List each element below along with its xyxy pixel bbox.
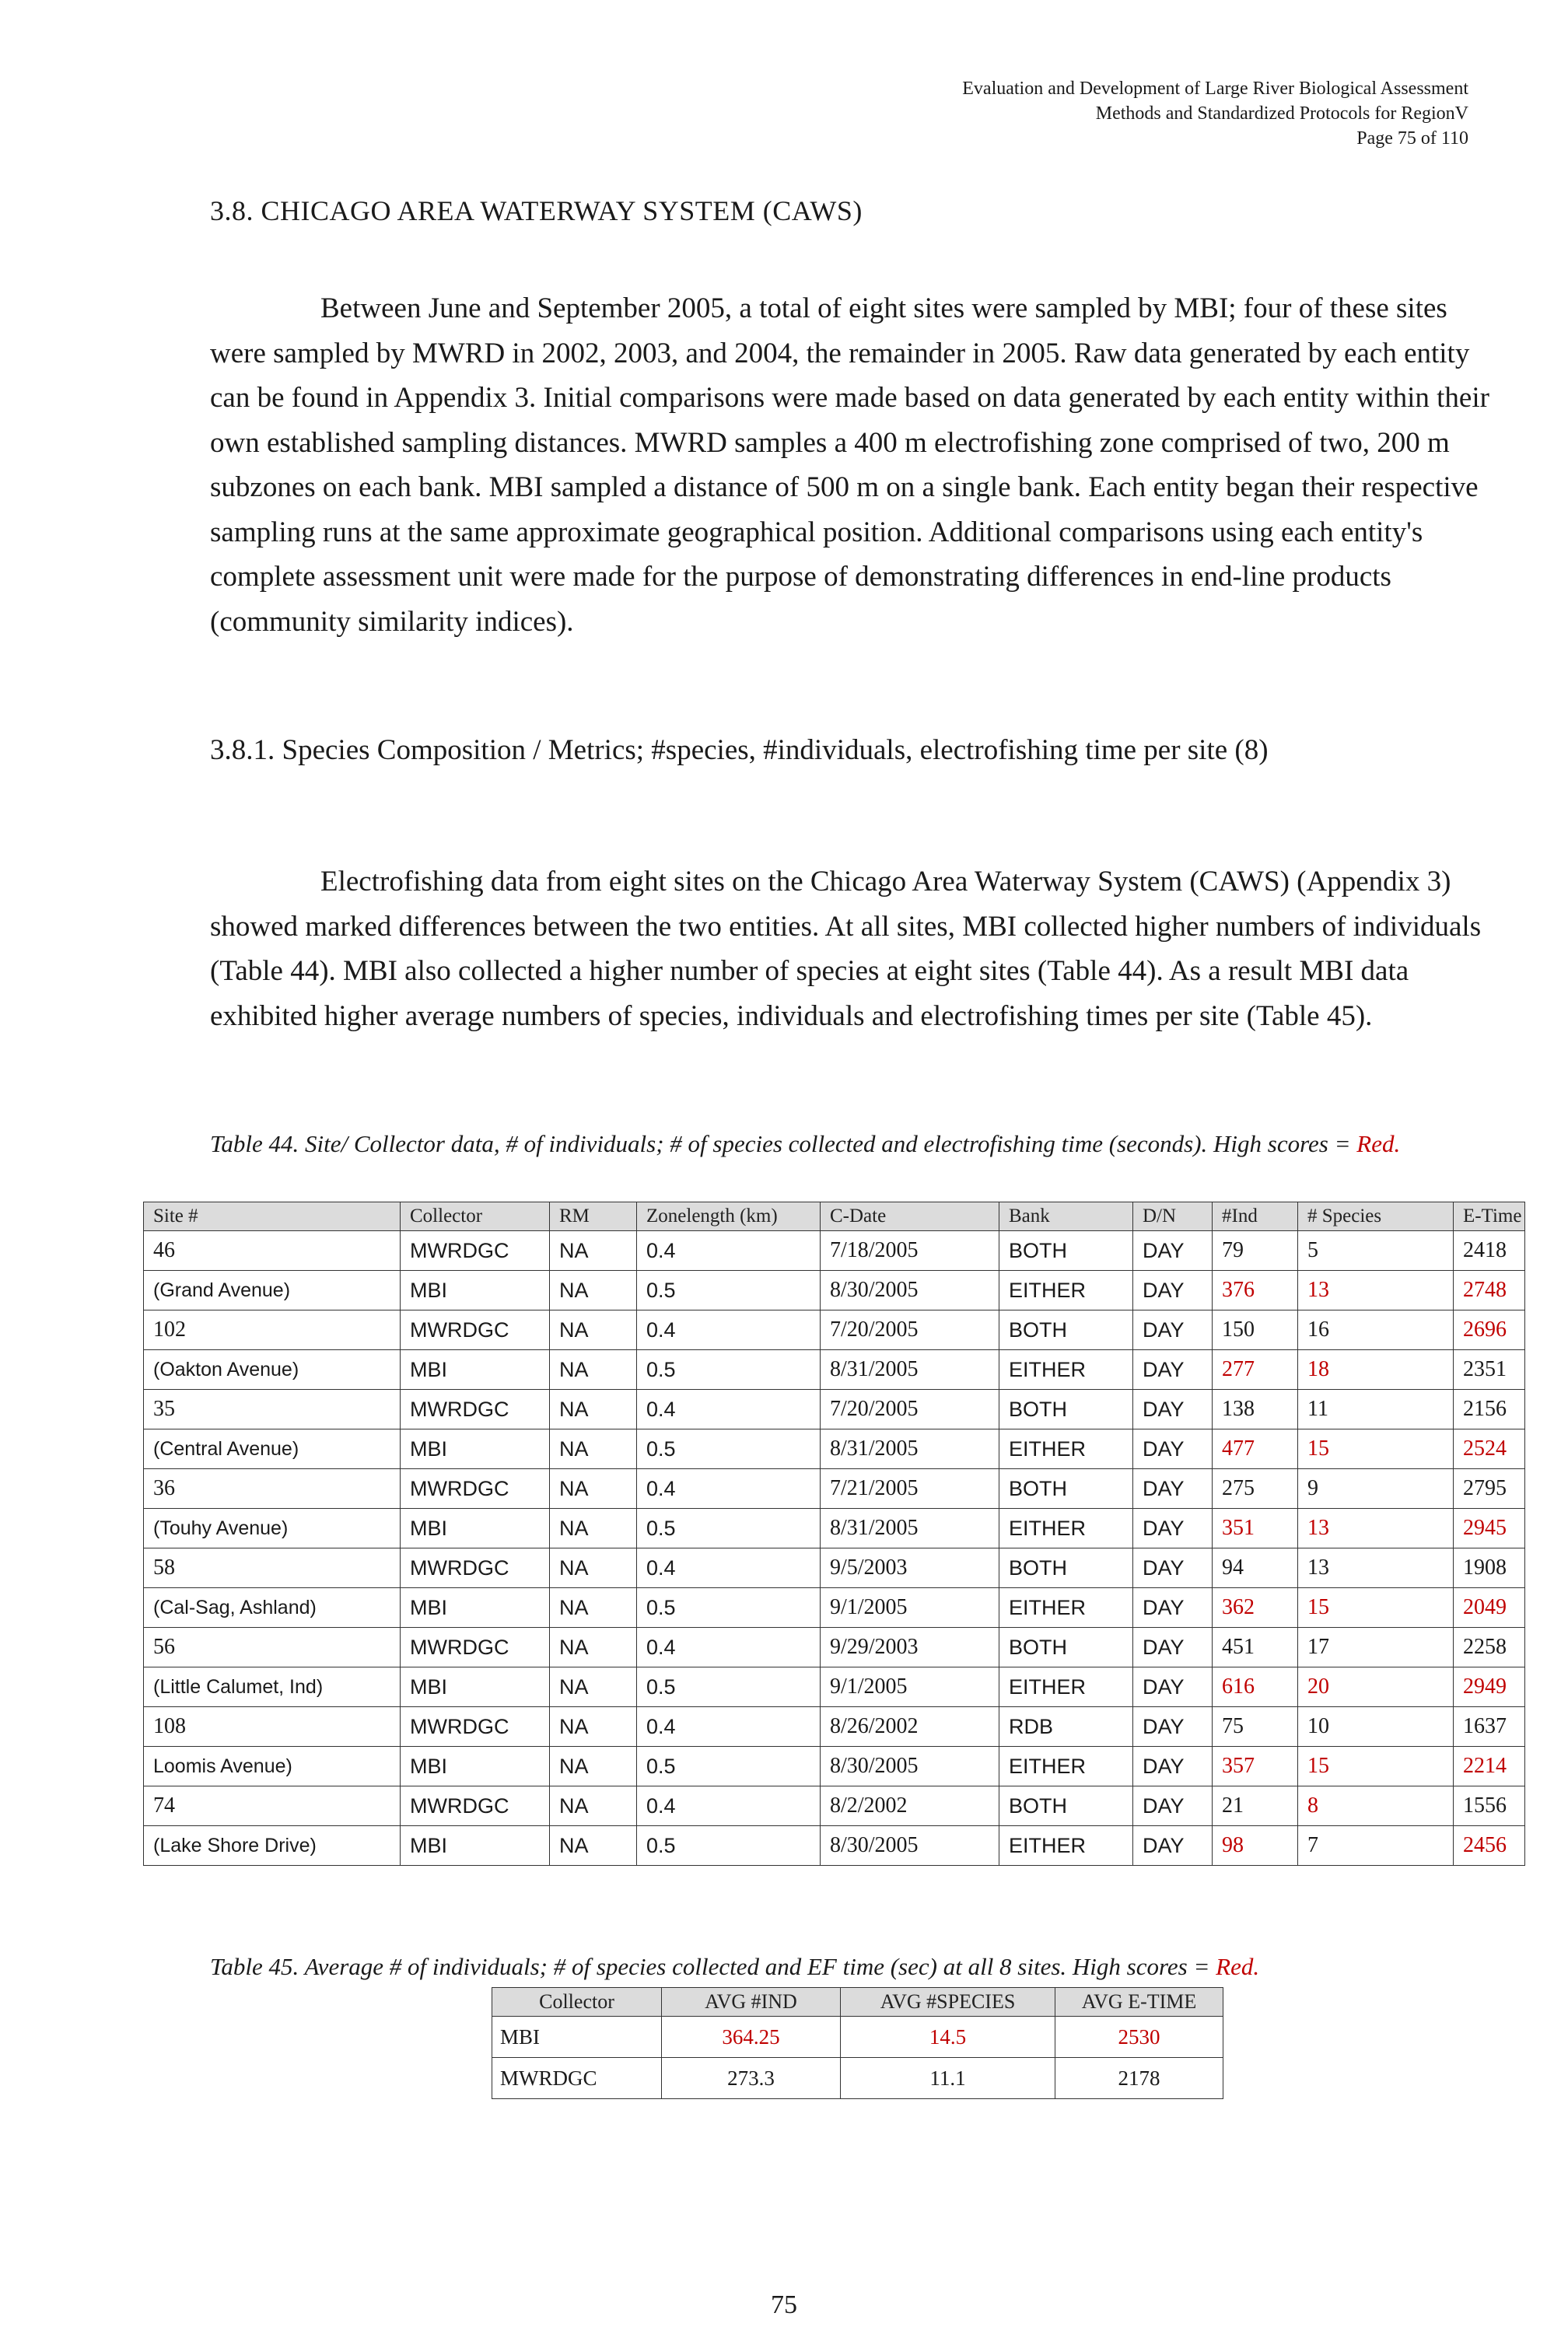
- cell-site: (Lake Shore Drive): [144, 1826, 401, 1866]
- col-header-avg-species: AVG #SPECIES: [841, 1988, 1055, 2017]
- running-header: [962, 76, 1468, 151]
- cell-site: 108: [144, 1707, 401, 1747]
- cell-dn: DAY: [1133, 1786, 1213, 1826]
- cell-ind: 451: [1213, 1628, 1298, 1667]
- col-header-dn: D/N: [1133, 1202, 1213, 1231]
- cell-rm: NA: [550, 1390, 637, 1429]
- cell-etime: 2945: [1454, 1509, 1525, 1548]
- cell-avg-etime: 2178: [1055, 2058, 1223, 2099]
- table-row: [144, 1747, 1525, 1786]
- header-subtitle-line: Methods and Standardized Protocols for RegionV: [1095, 103, 1468, 124]
- cell-site: (Little Calumet, Ind): [144, 1667, 401, 1707]
- cell-ind: 357: [1213, 1747, 1298, 1786]
- cell-cdate: 8/30/2005: [821, 1826, 999, 1866]
- cell-dn: DAY: [1133, 1310, 1213, 1350]
- cell-avg-etime: 2530: [1055, 2017, 1223, 2058]
- cell-cdate: 7/21/2005: [821, 1469, 999, 1509]
- cell-etime: 2258: [1454, 1628, 1525, 1667]
- cell-dn: DAY: [1133, 1667, 1213, 1707]
- cell-ind: 75: [1213, 1707, 1298, 1747]
- cell-collector: MWRDGC: [492, 2058, 662, 2099]
- cell-dn: DAY: [1133, 1628, 1213, 1667]
- cell-ind: 351: [1213, 1509, 1298, 1548]
- cell-cdate: 9/29/2003: [821, 1628, 999, 1667]
- cell-rm: NA: [550, 1231, 637, 1271]
- table-45-caption-red: Red.: [1216, 1953, 1260, 1980]
- cell-avg-species: 11.1: [841, 2058, 1055, 2099]
- cell-cdate: 9/5/2003: [821, 1548, 999, 1588]
- col-header-zonelength: Zonelength (km): [637, 1202, 821, 1231]
- page-number: 75: [771, 2290, 797, 2319]
- cell-zonelength: 0.5: [637, 1429, 821, 1469]
- cell-rm: NA: [550, 1271, 637, 1310]
- cell-zonelength: 0.4: [637, 1628, 821, 1667]
- col-header-species: # Species: [1298, 1202, 1454, 1231]
- cell-dn: DAY: [1133, 1350, 1213, 1390]
- cell-bank: BOTH: [999, 1628, 1133, 1667]
- header-title-line: Evaluation and Development of Large River Biological Assessment: [962, 79, 1468, 99]
- cell-dn: DAY: [1133, 1271, 1213, 1310]
- cell-etime: 2696: [1454, 1310, 1525, 1350]
- cell-collector: MBI: [401, 1747, 550, 1786]
- body-paragraph-1: [210, 286, 1493, 644]
- cell-collector: MWRDGC: [401, 1707, 550, 1747]
- cell-zonelength: 0.5: [637, 1588, 821, 1628]
- cell-cdate: 8/26/2002: [821, 1707, 999, 1747]
- section-heading: 3.8. CHICAGO AREA WATERWAY SYSTEM (CAWS): [210, 195, 863, 226]
- cell-etime: 2456: [1454, 1826, 1525, 1866]
- cell-bank: EITHER: [999, 1588, 1133, 1628]
- cell-collector: MBI: [401, 1429, 550, 1469]
- cell-etime: 2214: [1454, 1747, 1525, 1786]
- cell-collector: MBI: [401, 1588, 550, 1628]
- col-header-avg-etime: AVG E-TIME: [1055, 1988, 1223, 2017]
- cell-site: 36: [144, 1469, 401, 1509]
- cell-site: (Oakton Avenue): [144, 1350, 401, 1390]
- cell-dn: DAY: [1133, 1231, 1213, 1271]
- cell-collector: MWRDGC: [401, 1469, 550, 1509]
- cell-zonelength: 0.5: [637, 1271, 821, 1310]
- cell-bank: BOTH: [999, 1231, 1133, 1271]
- cell-collector: MBI: [401, 1350, 550, 1390]
- cell-dn: DAY: [1133, 1826, 1213, 1866]
- col-header-etime: E-Time: [1454, 1202, 1525, 1231]
- cell-ind: 277: [1213, 1350, 1298, 1390]
- table-45-caption-text: Table 45. Average # of individuals; # of species collected and EF time (sec) at all 8 sites. High scores =: [210, 1953, 1216, 1980]
- cell-dn: DAY: [1133, 1747, 1213, 1786]
- col-header-collector: Collector: [492, 1988, 662, 2017]
- cell-species: 17: [1298, 1628, 1454, 1667]
- cell-dn: DAY: [1133, 1509, 1213, 1548]
- table-44-caption-red: Red.: [1356, 1130, 1401, 1157]
- cell-collector: MWRDGC: [401, 1786, 550, 1826]
- cell-etime: 2949: [1454, 1667, 1525, 1707]
- cell-etime: 2524: [1454, 1429, 1525, 1469]
- cell-bank: EITHER: [999, 1429, 1133, 1469]
- col-header-bank: Bank: [999, 1202, 1133, 1231]
- cell-etime: 2351: [1454, 1350, 1525, 1390]
- cell-cdate: 8/31/2005: [821, 1509, 999, 1548]
- cell-species: 18: [1298, 1350, 1454, 1390]
- table-row: [144, 1390, 1525, 1429]
- col-header-cdate: C-Date: [821, 1202, 999, 1231]
- cell-species: 13: [1298, 1548, 1454, 1588]
- cell-species: 8: [1298, 1786, 1454, 1826]
- cell-cdate: 8/31/2005: [821, 1429, 999, 1469]
- cell-rm: NA: [550, 1310, 637, 1350]
- cell-zonelength: 0.4: [637, 1786, 821, 1826]
- cell-dn: DAY: [1133, 1707, 1213, 1747]
- cell-species: 5: [1298, 1231, 1454, 1271]
- table-row: [492, 2017, 1223, 2058]
- paragraph-2-text: Electrofishing data from eight sites on the Chicago Area Waterway System (CAWS) (Appendix 3) showed marked differences between the two entities. At all sites, MBI collected higher numbers of individuals (Table 44). MBI also collected a higher number of species at eight sites (Table 44). As a result MBI data exhibited higher average numbers of species, individuals and electrofishing times per site (Table 45).: [210, 866, 1482, 1032]
- cell-etime: 1637: [1454, 1707, 1525, 1747]
- cell-species: 10: [1298, 1707, 1454, 1747]
- cell-bank: RDB: [999, 1707, 1133, 1747]
- cell-bank: EITHER: [999, 1509, 1133, 1548]
- cell-cdate: 8/30/2005: [821, 1271, 999, 1310]
- cell-rm: NA: [550, 1707, 637, 1747]
- cell-ind: 376: [1213, 1271, 1298, 1310]
- table-row: [492, 2058, 1223, 2099]
- cell-ind: 79: [1213, 1231, 1298, 1271]
- cell-dn: DAY: [1133, 1588, 1213, 1628]
- col-header-site: Site #: [144, 1202, 401, 1231]
- cell-site: 102: [144, 1310, 401, 1350]
- cell-rm: NA: [550, 1469, 637, 1509]
- cell-collector: MWRDGC: [401, 1548, 550, 1588]
- cell-species: 9: [1298, 1469, 1454, 1509]
- cell-rm: NA: [550, 1747, 637, 1786]
- cell-site: (Grand Avenue): [144, 1271, 401, 1310]
- cell-ind: 138: [1213, 1390, 1298, 1429]
- cell-zonelength: 0.4: [637, 1469, 821, 1509]
- table-45: [492, 1987, 1223, 2099]
- cell-collector: MBI: [492, 2017, 662, 2058]
- cell-etime: 2748: [1454, 1271, 1525, 1310]
- cell-zonelength: 0.5: [637, 1667, 821, 1707]
- cell-rm: NA: [550, 1548, 637, 1588]
- cell-ind: 98: [1213, 1826, 1298, 1866]
- cell-species: 13: [1298, 1509, 1454, 1548]
- cell-cdate: 7/20/2005: [821, 1310, 999, 1350]
- cell-collector: MWRDGC: [401, 1231, 550, 1271]
- cell-ind: 616: [1213, 1667, 1298, 1707]
- table-row: [144, 1469, 1525, 1509]
- table-row: [144, 1271, 1525, 1310]
- cell-dn: DAY: [1133, 1390, 1213, 1429]
- cell-collector: MWRDGC: [401, 1390, 550, 1429]
- header-page-line: Page 75 of 110: [1356, 128, 1468, 149]
- cell-zonelength: 0.4: [637, 1310, 821, 1350]
- cell-site: 56: [144, 1628, 401, 1667]
- cell-species: 11: [1298, 1390, 1454, 1429]
- cell-avg-species: 14.5: [841, 2017, 1055, 2058]
- cell-etime: 2795: [1454, 1469, 1525, 1509]
- cell-etime: 1908: [1454, 1548, 1525, 1588]
- cell-rm: NA: [550, 1429, 637, 1469]
- cell-rm: NA: [550, 1667, 637, 1707]
- cell-site: 46: [144, 1231, 401, 1271]
- table-44-caption: [210, 1126, 1486, 1162]
- cell-bank: BOTH: [999, 1310, 1133, 1350]
- table-44-header-row: [144, 1202, 1525, 1231]
- cell-species: 15: [1298, 1588, 1454, 1628]
- table-row: [144, 1231, 1525, 1271]
- cell-cdate: 9/1/2005: [821, 1667, 999, 1707]
- cell-ind: 94: [1213, 1548, 1298, 1588]
- cell-rm: NA: [550, 1786, 637, 1826]
- cell-bank: BOTH: [999, 1469, 1133, 1509]
- cell-collector: MBI: [401, 1509, 550, 1548]
- cell-bank: BOTH: [999, 1390, 1133, 1429]
- cell-ind: 150: [1213, 1310, 1298, 1350]
- cell-dn: DAY: [1133, 1429, 1213, 1469]
- table-row: [144, 1826, 1525, 1866]
- table-row: [144, 1667, 1525, 1707]
- cell-zonelength: 0.5: [637, 1747, 821, 1786]
- cell-zonelength: 0.5: [637, 1509, 821, 1548]
- table-row: [144, 1628, 1525, 1667]
- col-header-ind: #Ind: [1213, 1202, 1298, 1231]
- paragraph-1-text: Between June and September 2005, a total of eight sites were sampled by MBI; four of these sites were sampled by MWRD in 2002, 2003, and 2004, the remainder in 2005. Raw data generated by each entity can be found in Appendix 3. Initial comparisons were made based on data generated by each entity within their own established sampling distances. MWRD samples a 400 m electrofishing zone comprised of two, 200 m subzones on each bank. MBI sampled a distance of 500 m on a single bank. Each entity began their respective sampling runs at the same approximate geographical position. Additional comparisons using each entity's complete assessment unit were made for the purpose of demonstrating differences in end-line products (community similarity indices).: [210, 292, 1489, 638]
- cell-zonelength: 0.4: [637, 1707, 821, 1747]
- table-45-caption: [210, 1949, 1532, 1985]
- cell-species: 15: [1298, 1747, 1454, 1786]
- cell-ind: 362: [1213, 1588, 1298, 1628]
- cell-bank: EITHER: [999, 1667, 1133, 1707]
- cell-avg-ind: 364.25: [662, 2017, 841, 2058]
- cell-species: 15: [1298, 1429, 1454, 1469]
- cell-bank: EITHER: [999, 1350, 1133, 1390]
- cell-zonelength: 0.5: [637, 1350, 821, 1390]
- cell-species: 13: [1298, 1271, 1454, 1310]
- cell-cdate: 8/31/2005: [821, 1350, 999, 1390]
- table-45-header-row: [492, 1988, 1223, 2017]
- cell-cdate: 9/1/2005: [821, 1588, 999, 1628]
- cell-cdate: 7/18/2005: [821, 1231, 999, 1271]
- cell-zonelength: 0.4: [637, 1231, 821, 1271]
- cell-ind: 21: [1213, 1786, 1298, 1826]
- cell-etime: 2049: [1454, 1588, 1525, 1628]
- cell-zonelength: 0.5: [637, 1826, 821, 1866]
- cell-bank: BOTH: [999, 1786, 1133, 1826]
- table-row: [144, 1707, 1525, 1747]
- cell-rm: NA: [550, 1826, 637, 1866]
- table-row: [144, 1350, 1525, 1390]
- table-row: [144, 1310, 1525, 1350]
- cell-collector: MWRDGC: [401, 1310, 550, 1350]
- cell-etime: 1556: [1454, 1786, 1525, 1826]
- cell-site: (Touhy Avenue): [144, 1509, 401, 1548]
- cell-bank: EITHER: [999, 1747, 1133, 1786]
- col-header-rm: RM: [550, 1202, 637, 1231]
- cell-ind: 275: [1213, 1469, 1298, 1509]
- cell-rm: NA: [550, 1628, 637, 1667]
- cell-site: (Central Avenue): [144, 1429, 401, 1469]
- col-header-avg-ind: AVG #IND: [662, 1988, 841, 2017]
- cell-site: Loomis Avenue): [144, 1747, 401, 1786]
- cell-site: (Cal-Sag, Ashland): [144, 1588, 401, 1628]
- table-44-caption-text: Table 44. Site/ Collector data, # of individuals; # of species collected and electrofishing time (seconds). High scores =: [210, 1130, 1357, 1157]
- cell-collector: MWRDGC: [401, 1628, 550, 1667]
- cell-species: 20: [1298, 1667, 1454, 1707]
- cell-etime: 2156: [1454, 1390, 1525, 1429]
- body-paragraph-2: [210, 859, 1493, 1038]
- cell-dn: DAY: [1133, 1469, 1213, 1509]
- cell-cdate: 7/20/2005: [821, 1390, 999, 1429]
- cell-ind: 477: [1213, 1429, 1298, 1469]
- cell-rm: NA: [550, 1350, 637, 1390]
- cell-bank: EITHER: [999, 1271, 1133, 1310]
- cell-bank: EITHER: [999, 1826, 1133, 1866]
- cell-site: 74: [144, 1786, 401, 1826]
- cell-dn: DAY: [1133, 1548, 1213, 1588]
- table-row: [144, 1429, 1525, 1469]
- cell-species: 16: [1298, 1310, 1454, 1350]
- table-row: [144, 1548, 1525, 1588]
- cell-cdate: 8/2/2002: [821, 1786, 999, 1826]
- cell-cdate: 8/30/2005: [821, 1747, 999, 1786]
- col-header-collector: Collector: [401, 1202, 550, 1231]
- cell-collector: MBI: [401, 1667, 550, 1707]
- cell-site: 58: [144, 1548, 401, 1588]
- cell-rm: NA: [550, 1588, 637, 1628]
- cell-collector: MBI: [401, 1271, 550, 1310]
- table-44: [143, 1202, 1525, 1866]
- cell-etime: 2418: [1454, 1231, 1525, 1271]
- table-row: [144, 1509, 1525, 1548]
- cell-zonelength: 0.4: [637, 1390, 821, 1429]
- cell-avg-ind: 273.3: [662, 2058, 841, 2099]
- table-row: [144, 1588, 1525, 1628]
- cell-collector: MBI: [401, 1826, 550, 1866]
- cell-site: 35: [144, 1390, 401, 1429]
- subsection-heading: 3.8.1. Species Composition / Metrics; #species, #individuals, electrofishing time per site (8): [210, 734, 1269, 766]
- cell-zonelength: 0.4: [637, 1548, 821, 1588]
- cell-rm: NA: [550, 1509, 637, 1548]
- cell-species: 7: [1298, 1826, 1454, 1866]
- cell-bank: BOTH: [999, 1548, 1133, 1588]
- table-row: [144, 1786, 1525, 1826]
